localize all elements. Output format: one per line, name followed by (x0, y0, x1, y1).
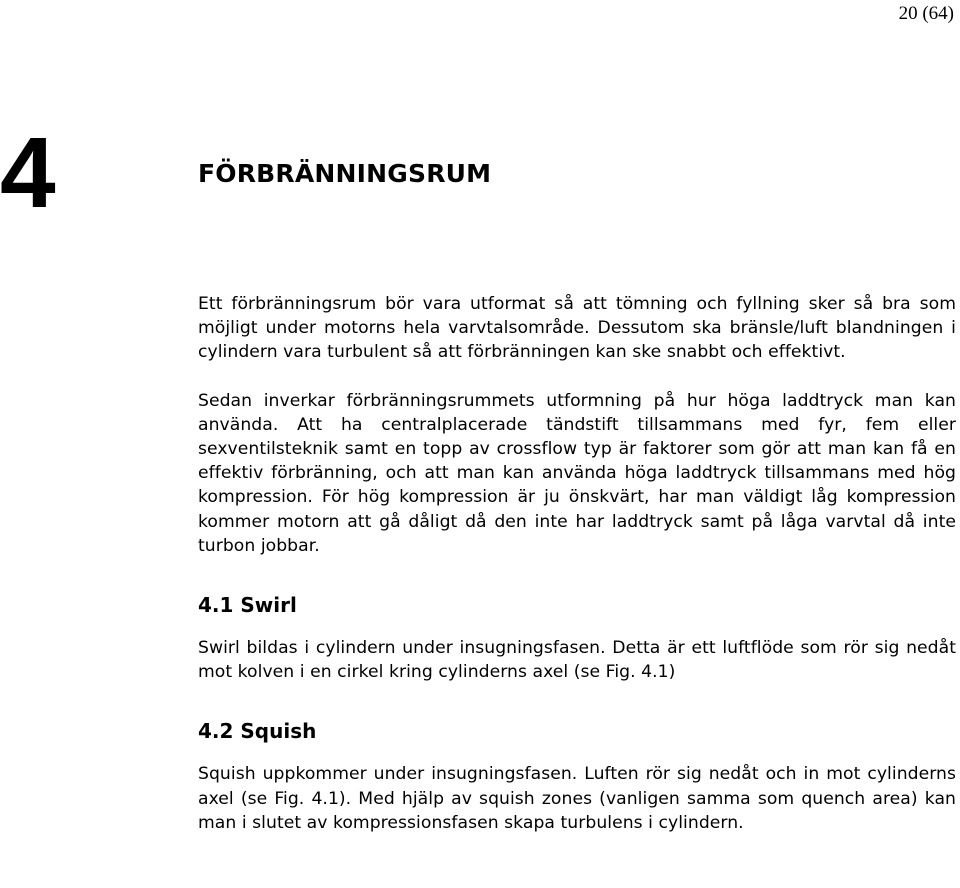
section-text-swirl: Swirl bildas i cylindern under insugningsfasen. Detta är ett luftflöde som rör sig nedåt mot kolven i en cirkel kring cylinderns axel (se Fig. 4.1) (198, 638, 956, 683)
body-text (198, 292, 956, 835)
chapter-title: FÖRBRÄNNINGSRUM (198, 159, 492, 188)
section-heading-swirl: 4.1 Swirl (198, 593, 297, 618)
paragraph-intro: Ett förbränningsrum bör vara utformat så att tömning och fyllning sker så bra som möjligt under motorns hela varvtalsområde. Dessutom ska bränsle/luft blandningen i cylindern vara turbulent så att förbränningen kan ske snabbt och effektivt. (198, 294, 956, 363)
page-number: 20 (64) (898, 3, 954, 24)
section-text-squish: Squish uppkommer under insugningsfasen. Luften rör sig nedåt och in mot cylinderns axel (se Fig. 4.1). Med hjälp av squish zones (vanligen samma som quench area) kan man i slutet av kompressionsfasen skapa turbulens i cylindern. (198, 764, 956, 833)
section-heading-squish: 4.2 Squish (198, 719, 317, 744)
paragraph-charge-pressure: Sedan inverkar förbränningsrummets utformning på hur höga laddtryck man kan använda. Att ha centralplacerade tändstift tillsammans med fyr, fem eller sexventilsteknik samt en topp av crossflow typ är faktorer som gör att man kan få en effektiv förbränning, och att man kan använda höga laddtryck tillsammans med hög kompression. För hög kompression är ju önskvärt, har man väldigt låg kompression kommer motorn att gå dåligt då den inte har laddtryck samt på låga varvtal då inte turbon jobbar. (198, 390, 956, 556)
chapter-number: 4 (0, 117, 52, 229)
